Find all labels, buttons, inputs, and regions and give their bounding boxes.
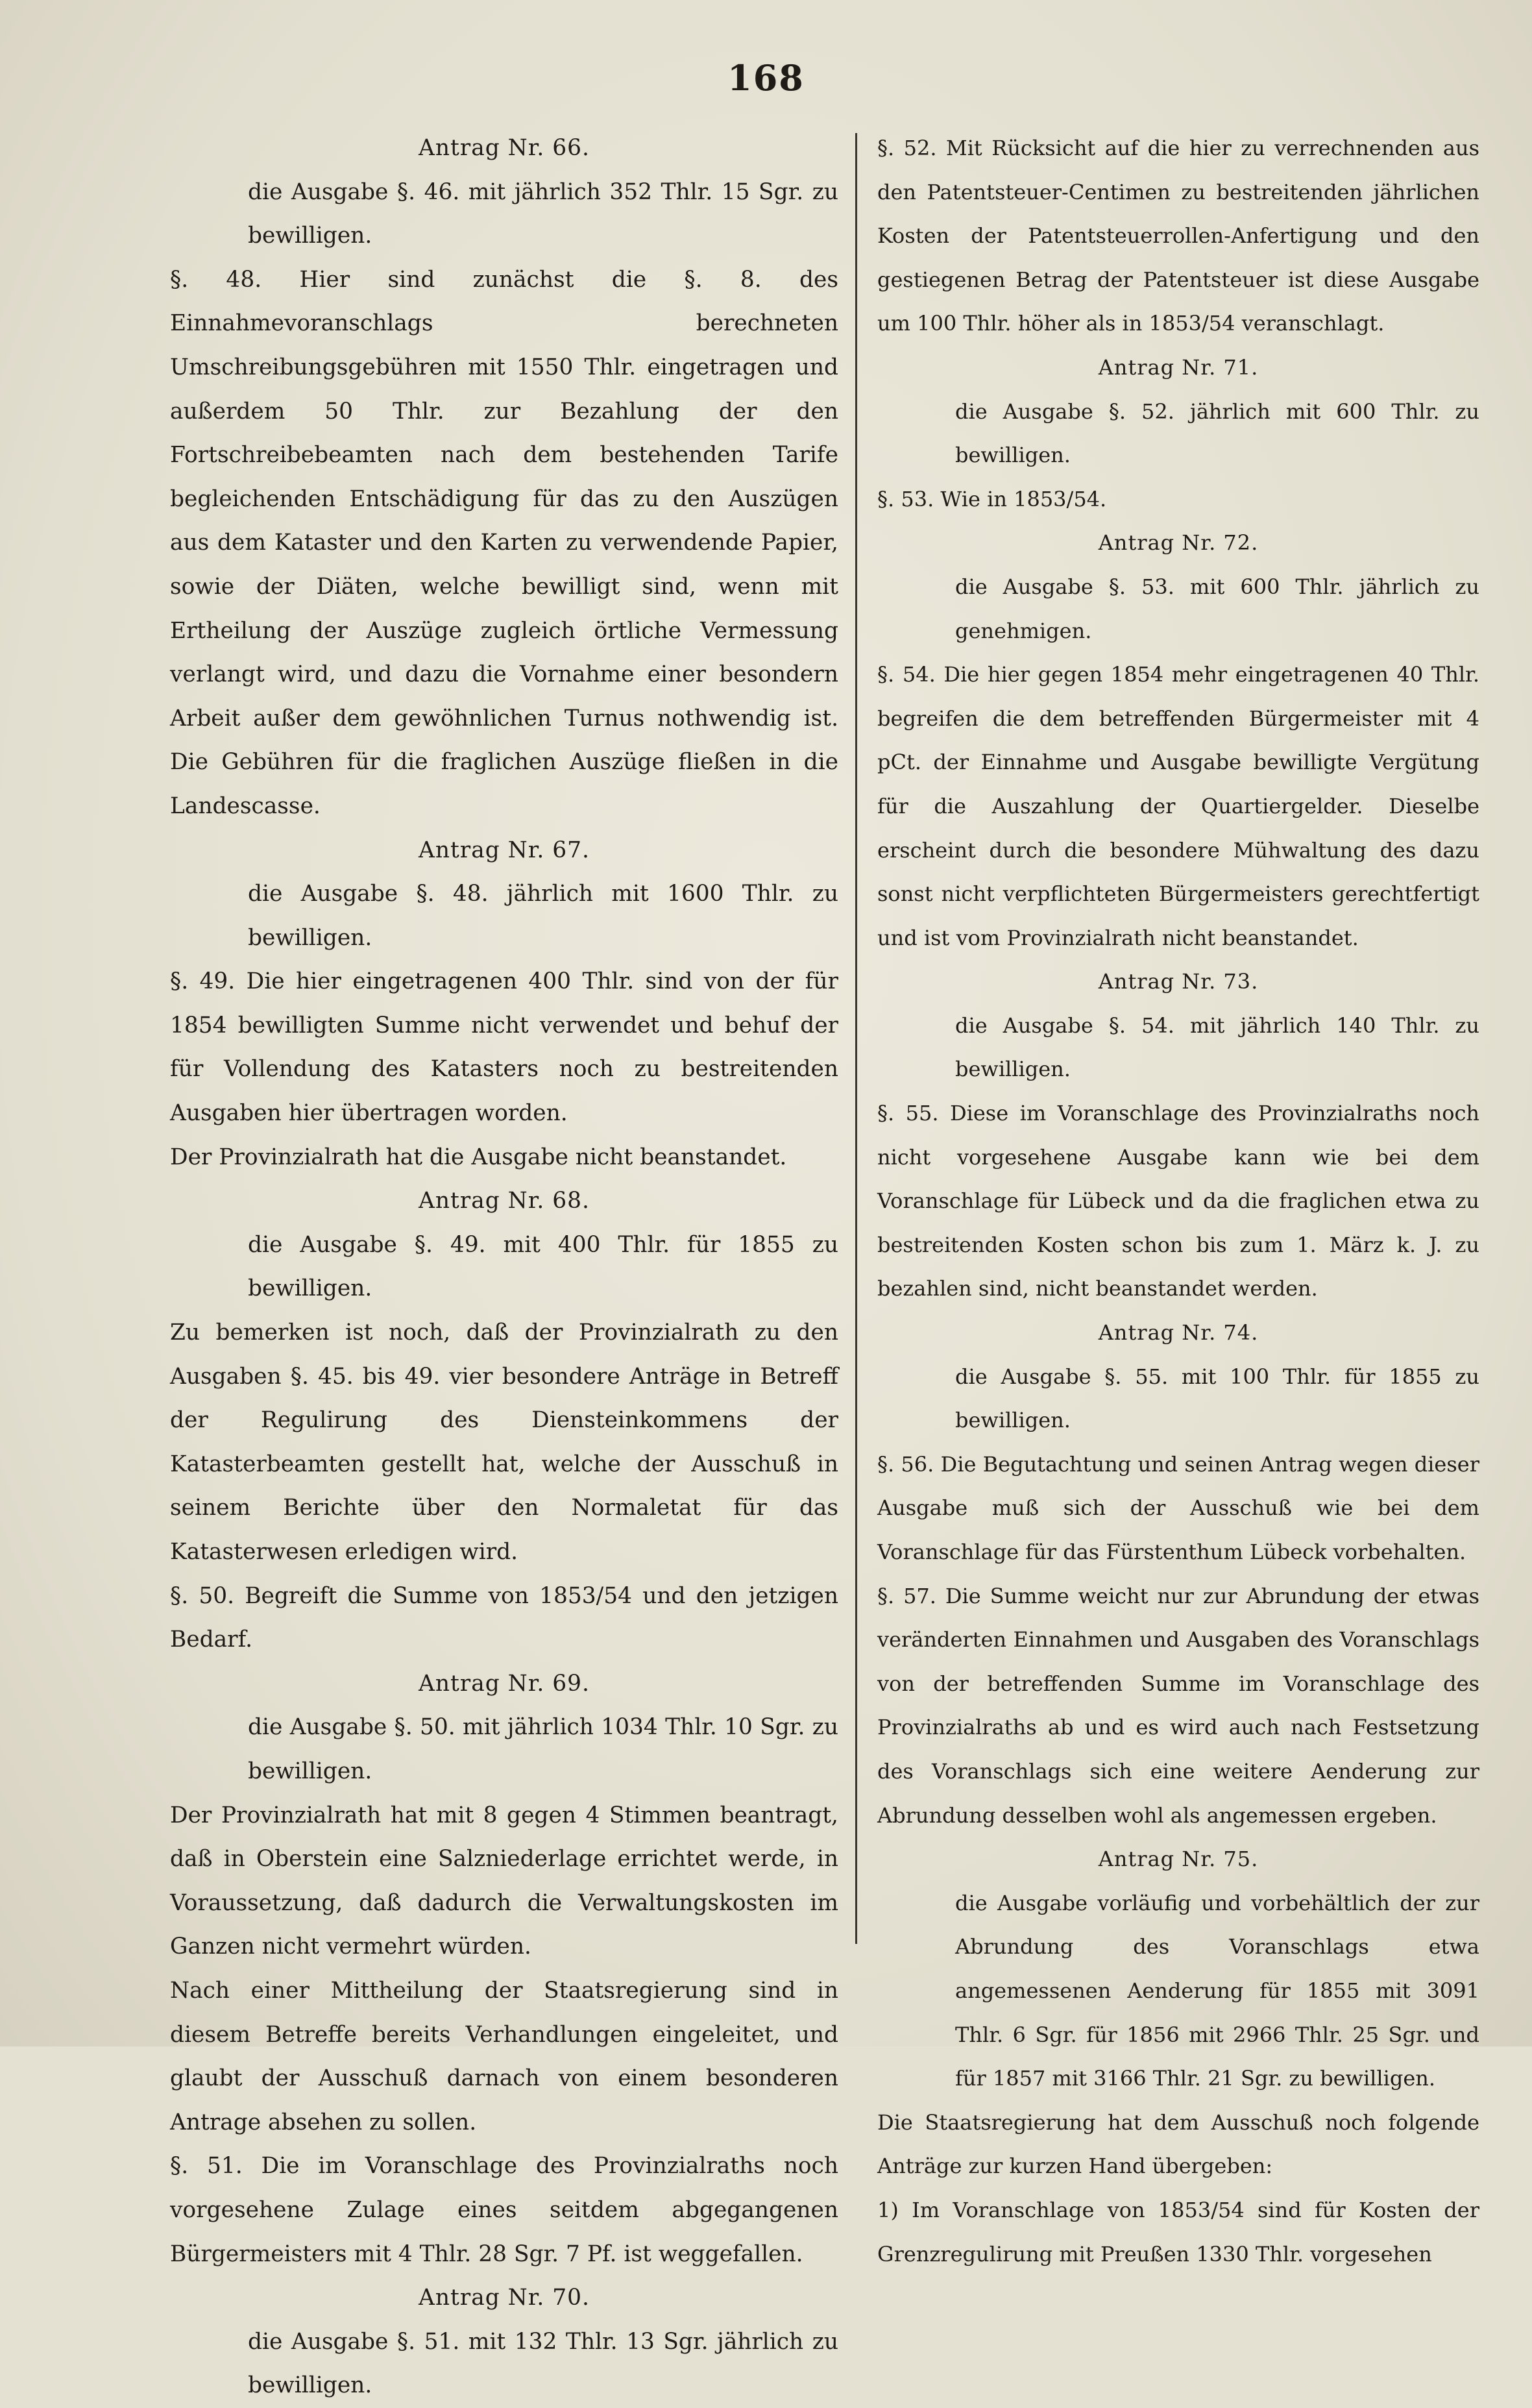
right-column bbox=[877, 127, 1479, 2276]
paragraph: §. 54. Die hier gegen 1854 mehr eingetragenen 40 Thlr. begreifen die dem betreffenden Bürgermeister mit 4 pCt. der Einnahme und Ausgabe bewilligte Vergütung für die Auszahlung der Quartiergelder. Dieselbe erscheint durch die besondere Mühwaltung des dazu sonst nicht verpflichteten Bürgermeisters gerechtfertigt und ist vom Provinzialrath nicht beanstandet. bbox=[877, 662, 1479, 950]
antrag-heading: Antrag Nr. 71. bbox=[1098, 354, 1259, 380]
paragraph: §. 52. Mit Rücksicht auf die hier zu verrechnenden aus den Patentsteuer-Centimen zu bestreitenden jährlichen Kosten der Patentsteuerrollen-Anfertigung und den gestiegenen Betrag der Patentsteuer ist diese Ausgabe um 100 Thlr. höher als in 1853/54 veranschlagt. bbox=[877, 136, 1479, 336]
paragraph: §. 51. Die im Voranschlage des Provinzialraths noch vorgesehene Zulage eines seitdem abgegangenen Bürgermeisters mit 4 Thlr. 28 Sgr. 7 Pf. ist weggefallen. bbox=[170, 2153, 838, 2267]
motion-text: die Ausgabe §. 48. jährlich mit 1600 Thlr. zu bewilligen. bbox=[248, 881, 838, 951]
paragraph: §. 49. Die hier eingetragenen 400 Thlr. sind von der für 1854 bewilligten Summe nicht verwendet und behuf der für Vollendung des Katasters noch zu bestreitenden Ausgaben hier übertragen worden. bbox=[170, 968, 838, 1127]
antrag-heading: Antrag Nr. 68. bbox=[418, 1188, 590, 1214]
paragraph: §. 57. Die Summe weicht nur zur Abrundung der etwas veränderten Einnahmen und Ausgaben des Voranschlags von der betreffenden Summe im Voranschlage des Provinzialraths ab und es wird auch nach Festsetzung des Voranschlags sich eine weitere Aenderung zur Abrundung desselben wohl als angemessen ergeben. bbox=[877, 1583, 1479, 1828]
column-divider bbox=[855, 133, 857, 1944]
motion-text: die Ausgabe §. 49. mit 400 Thlr. für 1855 zu bewilligen. bbox=[248, 1231, 838, 1302]
paragraph: §. 50. Begreift die Summe von 1853/54 und den jetzigen Bedarf. bbox=[170, 1582, 838, 1653]
motion-text: die Ausgabe §. 50. mit jährlich 1034 Thlr. 10 Sgr. zu bewilligen. bbox=[248, 1714, 838, 1784]
paragraph: 1) Im Voranschlage von 1853/54 sind für Kosten der Grenzregulirung mit Preußen 1330 Thlr. vorgesehen bbox=[877, 2197, 1479, 2267]
antrag-heading: Antrag Nr. 67. bbox=[418, 837, 590, 863]
paragraph: Nach einer Mittheilung der Staatsregierung sind in diesem Betreffe bereits Verhandlungen eingeleitet, und glaubt der Ausschuß darnach von einem besonderen Antrage absehen zu sollen. bbox=[170, 1977, 838, 2135]
motion-text: die Ausgabe §. 51. mit 132 Thlr. 13 Sgr. jährlich zu bewilligen. bbox=[248, 2328, 838, 2399]
antrag-heading: Antrag Nr. 66. bbox=[418, 135, 590, 161]
paragraph: Der Provinzialrath hat mit 8 gegen 4 Stimmen beantragt, daß in Oberstein eine Salzniederlage errichtet werde, in Voraussetzung, daß dadurch die Verwaltungskosten im Ganzen nicht vermehrt würden. bbox=[170, 1802, 838, 1960]
page-number: 168 bbox=[727, 57, 805, 99]
motion-text: die Ausgabe §. 52. jährlich mit 600 Thlr. zu bewilligen. bbox=[955, 399, 1479, 468]
antrag-heading: Antrag Nr. 69. bbox=[418, 1670, 590, 1697]
antrag-heading: Antrag Nr. 73. bbox=[1098, 969, 1259, 994]
paragraph: Die Staatsregierung hat dem Ausschuß noch folgende Anträge zur kurzen Hand übergeben: bbox=[877, 2109, 1479, 2179]
paragraph: §. 56. Die Begutachtung und seinen Antrag wegen dieser Ausgabe muß sich der Ausschuß wie bei dem Voranschlage für das Fürstenthum Lübeck vorbehalten. bbox=[877, 1451, 1479, 1564]
left-column bbox=[170, 127, 838, 2408]
antrag-heading: Antrag Nr. 75. bbox=[1098, 1847, 1259, 1872]
motion-text: die Ausgabe §. 54. mit jährlich 140 Thlr. zu bewilligen. bbox=[955, 1013, 1479, 1082]
antrag-heading: Antrag Nr. 74. bbox=[1098, 1320, 1259, 1345]
motion-text: die Ausgabe §. 46. mit jährlich 352 Thlr. 15 Sgr. zu bewilligen. bbox=[248, 178, 838, 249]
motion-text: die Ausgabe §. 55. mit 100 Thlr. für 1855 zu bewilligen. bbox=[955, 1364, 1479, 1433]
paragraph: §. 55. Diese im Voranschlage des Provinzialraths noch nicht vorgesehene Ausgabe kann wie bei dem Voranschlage für Lübeck und da die fraglichen etwa zu bestreitenden Kosten schon bis zum 1. März k. J. zu bezahlen sind, nicht beanstandet werden. bbox=[877, 1101, 1479, 1301]
antrag-heading: Antrag Nr. 70. bbox=[418, 2285, 590, 2311]
paragraph: Der Provinzialrath hat die Ausgabe nicht beanstandet. bbox=[170, 1144, 787, 1170]
paragraph: Zu bemerken ist noch, daß der Provinzialrath zu den Ausgaben §. 45. bis 49. vier besondere Anträge in Betreff der Regulirung des Diensteinkommens der Katasterbeamten gestellt hat, welche der Ausschuß in seinem Berichte über den Normaletat für das Katasterwesen erledigen wird. bbox=[170, 1320, 838, 1565]
paragraph: §. 48. Hier sind zunächst die §. 8. des Einnahmevoranschlags berechneten Umschreibungsgebühren mit 1550 Thlr. eingetragen und außerdem 50 Thlr. zur Bezahlung der den Fortschreibebeamten nach dem bestehenden Tarife begleichenden Entschädigung für das zu den Auszügen aus dem Kataster und den Karten zu verwendende Papier, sowie der Diäten, welche bewilligt sind, wenn mit Ertheilung der Auszüge zugleich örtliche Vermessung verlangt wird, und dazu die Vornahme einer besondern Arbeit außer dem gewöhnlichen Turnus nothwendig ist. Die Gebühren für die fraglichen Auszüge fließen in die Landescasse. bbox=[170, 266, 838, 819]
antrag-heading: Antrag Nr. 72. bbox=[1098, 530, 1259, 556]
paragraph: §. 53. Wie in 1853/54. bbox=[877, 486, 1107, 511]
motion-text: die Ausgabe vorläufig und vorbehältlich der zur Abrundung des Voranschlags etwa angemessenen Aenderung für 1855 mit 3091 Thlr. 6 Sgr. für 1856 mit 2966 Thlr. 25 Sgr. und für 1857 mit 3166 Thlr. 21 Sgr. zu bewilligen. bbox=[955, 1890, 1479, 2091]
motion-text: die Ausgabe §. 53. mit 600 Thlr. jährlich zu genehmigen. bbox=[955, 574, 1479, 643]
